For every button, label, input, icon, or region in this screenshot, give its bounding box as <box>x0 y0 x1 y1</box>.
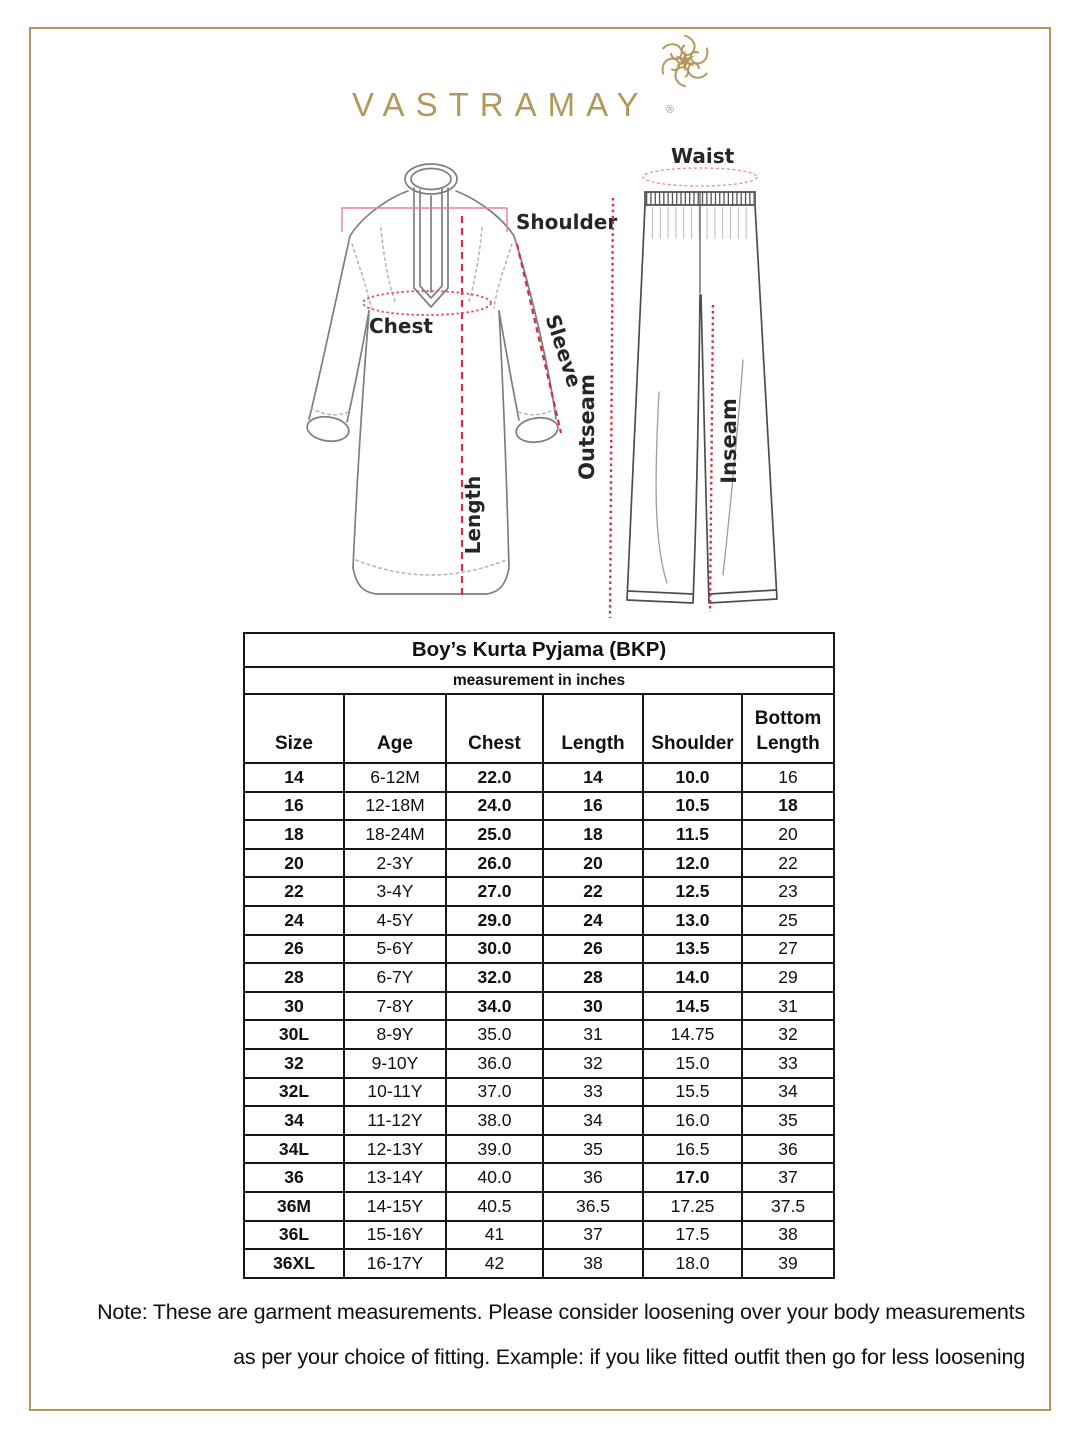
table-cell: 14 <box>543 763 643 792</box>
garment-measurement-diagrams <box>0 140 1080 640</box>
table-cell: 26 <box>244 935 344 964</box>
note-line-1: Note: These are garment measurements. Please consider loosening over your body measurements <box>97 1300 1025 1324</box>
column-header-chest: Chest <box>446 694 543 763</box>
table-cell: 37.0 <box>446 1078 543 1107</box>
table-cell: 36 <box>742 1135 834 1164</box>
table-subtitle: measurement in inches <box>244 667 834 694</box>
table-row <box>244 763 834 792</box>
table-cell: 32L <box>244 1078 344 1107</box>
outseam-label: Outseam <box>575 374 599 480</box>
table-cell: 22 <box>244 877 344 906</box>
table-cell: 9-10Y <box>344 1049 446 1078</box>
table-cell: 30 <box>543 992 643 1021</box>
chest-label: Chest <box>369 314 433 338</box>
table-cell: 35.0 <box>446 1020 543 1049</box>
table-cell: 4-5Y <box>344 906 446 935</box>
kurta-stitch-details <box>311 228 556 575</box>
table-cell: 16.0 <box>643 1106 742 1135</box>
column-header-size: Size <box>244 694 344 763</box>
table-row <box>244 992 834 1021</box>
table-row <box>244 1163 834 1192</box>
table-row <box>244 1135 834 1164</box>
table-cell: 32 <box>244 1049 344 1078</box>
table-cell: 41 <box>446 1221 543 1250</box>
table-row <box>244 963 834 992</box>
table-cell: 15.0 <box>643 1049 742 1078</box>
table-cell: 35 <box>742 1106 834 1135</box>
column-header-age: Age <box>344 694 446 763</box>
table-cell: 31 <box>543 1020 643 1049</box>
table-row <box>244 906 834 935</box>
column-header-bottom-length: Bottom Length <box>742 694 834 763</box>
table-cell: 36.0 <box>446 1049 543 1078</box>
measurement-note <box>55 1290 1025 1380</box>
table-cell: 28 <box>244 963 344 992</box>
table-cell: 6-12M <box>344 763 446 792</box>
table-cell: 13.5 <box>643 935 742 964</box>
table-cell: 13.0 <box>643 906 742 935</box>
table-cell: 3-4Y <box>344 877 446 906</box>
column-header-shoulder: Shoulder <box>643 694 742 763</box>
table-title: Boy’s Kurta Pyjama (BKP) <box>244 633 834 667</box>
table-cell: 16 <box>543 792 643 821</box>
table-row <box>244 820 834 849</box>
note-line-2: as per your choice of fitting. Example: if you like fitted outfit then go for less loosening <box>233 1345 1025 1369</box>
table-cell: 10-11Y <box>344 1078 446 1107</box>
table-cell: 27 <box>742 935 834 964</box>
table-cell: 22 <box>742 849 834 878</box>
table-cell: 38 <box>543 1249 643 1278</box>
mandala-ornament-icon <box>656 33 714 94</box>
pyjama-outline <box>627 192 777 603</box>
table-cell: 40.5 <box>446 1192 543 1221</box>
table-cell: 38.0 <box>446 1106 543 1135</box>
table-cell: 24 <box>543 906 643 935</box>
table-row <box>244 792 834 821</box>
table-cell: 34 <box>543 1106 643 1135</box>
table-cell: 14.75 <box>643 1020 742 1049</box>
table-cell: 37 <box>543 1221 643 1250</box>
table-row <box>244 1192 834 1221</box>
table-cell: 33 <box>742 1049 834 1078</box>
table-cell: 36 <box>543 1163 643 1192</box>
table-cell: 36XL <box>244 1249 344 1278</box>
table-cell: 8-9Y <box>344 1020 446 1049</box>
table-row <box>244 1078 834 1107</box>
table-cell: 36 <box>244 1163 344 1192</box>
table-cell: 18 <box>244 820 344 849</box>
table-cell: 7-8Y <box>344 992 446 1021</box>
table-cell: 15-16Y <box>344 1221 446 1250</box>
table-cell: 6-7Y <box>344 963 446 992</box>
table-row <box>244 935 834 964</box>
table-cell: 10.5 <box>643 792 742 821</box>
table-cell: 26 <box>543 935 643 964</box>
table-header-row <box>244 694 834 763</box>
table-cell: 20 <box>244 849 344 878</box>
table-cell: 13-14Y <box>344 1163 446 1192</box>
table-cell: 33 <box>543 1078 643 1107</box>
table-cell: 30 <box>244 992 344 1021</box>
table-cell: 34L <box>244 1135 344 1164</box>
table-cell: 22.0 <box>446 763 543 792</box>
table-cell: 12-13Y <box>344 1135 446 1164</box>
table-cell: 16.5 <box>643 1135 742 1164</box>
table-cell: 15.5 <box>643 1078 742 1107</box>
table-cell: 17.25 <box>643 1192 742 1221</box>
table-cell: 14.0 <box>643 963 742 992</box>
waist-measure-ellipse <box>643 168 757 186</box>
table-cell: 18-24M <box>344 820 446 849</box>
table-cell: 28 <box>543 963 643 992</box>
table-cell: 34 <box>244 1106 344 1135</box>
table-cell: 18 <box>543 820 643 849</box>
table-cell: 36M <box>244 1192 344 1221</box>
table-row <box>244 849 834 878</box>
table-cell: 26.0 <box>446 849 543 878</box>
table-cell: 24.0 <box>446 792 543 821</box>
inseam-label: Inseam <box>717 398 741 484</box>
table-row <box>244 1221 834 1250</box>
registered-trademark-symbol: ® <box>666 104 675 116</box>
length-label: Length <box>461 475 485 555</box>
size-table-body <box>244 763 834 1278</box>
table-cell: 32.0 <box>446 963 543 992</box>
table-cell: 12.0 <box>643 849 742 878</box>
table-cell: 29 <box>742 963 834 992</box>
table-cell: 30L <box>244 1020 344 1049</box>
table-cell: 2-3Y <box>344 849 446 878</box>
table-cell: 32 <box>742 1020 834 1049</box>
table-cell: 20 <box>742 820 834 849</box>
table-cell: 12-18M <box>344 792 446 821</box>
column-header-length: Length <box>543 694 643 763</box>
outseam-measure-line <box>610 198 613 618</box>
table-cell: 40.0 <box>446 1163 543 1192</box>
table-cell: 12.5 <box>643 877 742 906</box>
table-cell: 30.0 <box>446 935 543 964</box>
table-cell: 16 <box>742 763 834 792</box>
table-cell: 18.0 <box>643 1249 742 1278</box>
table-cell: 38 <box>742 1221 834 1250</box>
table-cell: 23 <box>742 877 834 906</box>
size-table <box>243 632 835 1279</box>
table-cell: 39.0 <box>446 1135 543 1164</box>
table-cell: 37.5 <box>742 1192 834 1221</box>
table-row <box>244 1049 834 1078</box>
table-row <box>244 1249 834 1278</box>
table-cell: 17.5 <box>643 1221 742 1250</box>
table-cell: 10.0 <box>643 763 742 792</box>
table-cell: 29.0 <box>446 906 543 935</box>
table-cell: 39 <box>742 1249 834 1278</box>
table-cell: 42 <box>446 1249 543 1278</box>
kurta-measure-lines <box>342 208 561 597</box>
table-cell: 18 <box>742 792 834 821</box>
table-cell: 27.0 <box>446 877 543 906</box>
table-cell: 22 <box>543 877 643 906</box>
table-cell: 25.0 <box>446 820 543 849</box>
table-cell: 14-15Y <box>344 1192 446 1221</box>
table-cell: 36L <box>244 1221 344 1250</box>
table-cell: 20 <box>543 849 643 878</box>
shoulder-label: Shoulder <box>516 210 618 234</box>
sleeve-label: Sleeve <box>540 311 587 391</box>
brand-logo: VASTRAMAY <box>352 86 650 123</box>
table-cell: 14 <box>244 763 344 792</box>
inseam-measure-line <box>710 305 713 612</box>
table-cell: 25 <box>742 906 834 935</box>
table-cell: 32 <box>543 1049 643 1078</box>
table-row <box>244 1020 834 1049</box>
waist-label: Waist <box>671 144 735 168</box>
table-cell: 17.0 <box>643 1163 742 1192</box>
table-cell: 31 <box>742 992 834 1021</box>
table-cell: 16 <box>244 792 344 821</box>
table-cell: 36.5 <box>543 1192 643 1221</box>
table-cell: 14.5 <box>643 992 742 1021</box>
table-cell: 34 <box>742 1078 834 1107</box>
table-cell: 37 <box>742 1163 834 1192</box>
table-cell: 16-17Y <box>344 1249 446 1278</box>
table-row <box>244 877 834 906</box>
table-cell: 24 <box>244 906 344 935</box>
size-table-container <box>243 632 835 1279</box>
table-cell: 11.5 <box>643 820 742 849</box>
table-cell: 5-6Y <box>344 935 446 964</box>
table-cell: 11-12Y <box>344 1106 446 1135</box>
table-cell: 35 <box>543 1135 643 1164</box>
table-cell: 34.0 <box>446 992 543 1021</box>
table-row <box>244 1106 834 1135</box>
